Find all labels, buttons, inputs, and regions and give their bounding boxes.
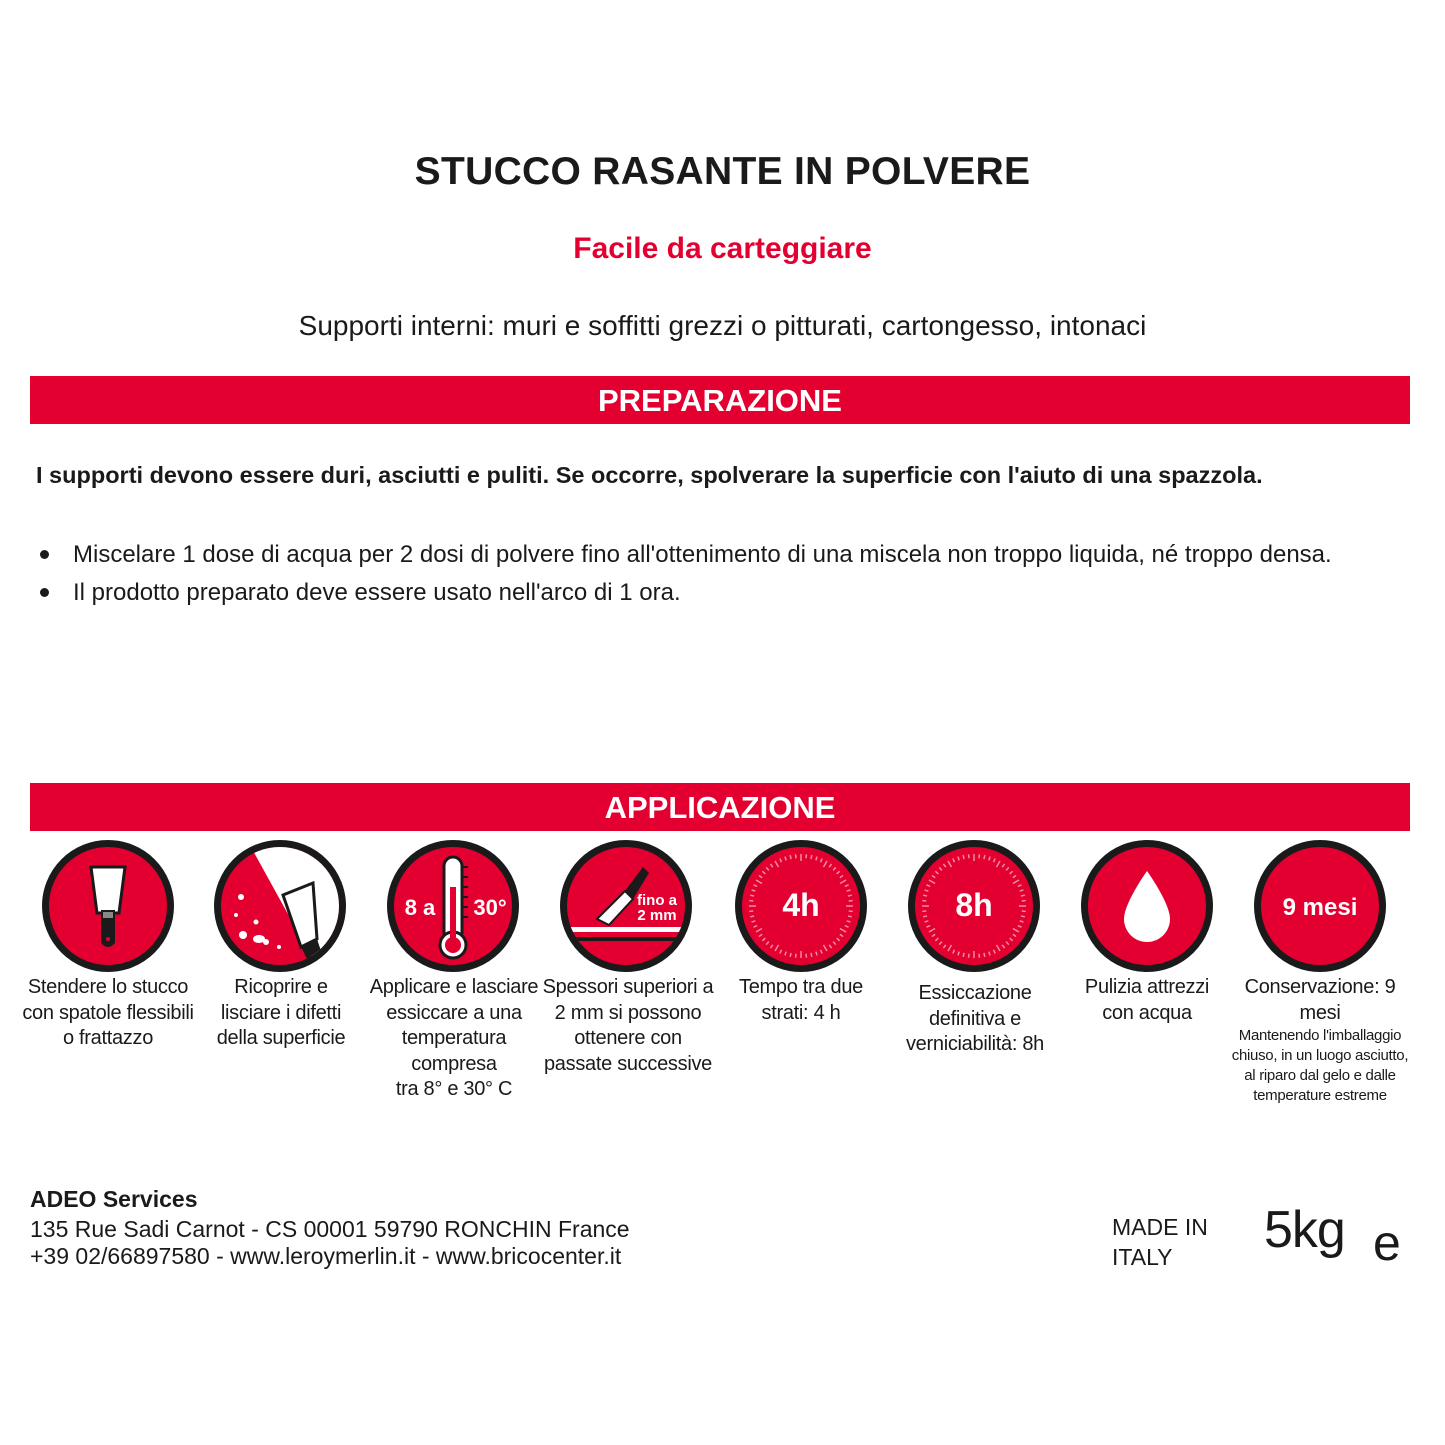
caption-line: Ricoprire e [234, 976, 328, 998]
step-caption [711, 975, 891, 1026]
thickness-label-line: 2 mm [637, 907, 677, 924]
clock-tick [840, 875, 843, 877]
clock-tick [824, 945, 828, 951]
clock-tick [939, 942, 942, 945]
caption-line: verniciabilità: 8h [905, 1033, 1044, 1055]
clock-tick [963, 953, 964, 957]
caption-line: Stendere lo stucco [27, 976, 189, 998]
caption-line: con acqua [1102, 1001, 1192, 1024]
preparation-heading: PREPARAZIONE [30, 376, 1410, 424]
clock-tick [762, 871, 765, 874]
caption-line: temperatura compresa [401, 1027, 507, 1075]
clock-tick [775, 861, 779, 867]
caption-line: della superficie [216, 1027, 346, 1049]
clock-tick [994, 950, 996, 954]
water-drop-icon [1081, 840, 1213, 972]
caption-line: Pulizia attrezzi [1084, 976, 1210, 998]
caption-small-line: temperature estreme [1253, 1087, 1387, 1104]
made-in-label [1112, 1212, 1232, 1272]
caption-line: definitiva e [928, 1007, 1021, 1030]
smoothing-defects-icon [214, 840, 346, 972]
clock-tick [953, 858, 955, 862]
clock-tick [759, 934, 762, 936]
address-line: 135 Rue Sadi Carnot - CS 00001 59790 RONCHIN France [30, 1216, 630, 1242]
preparation-intro: I supporti devono essere duri, asciutti e puliti. Se occorre, spolverare la superficie con l'aiuto di una spazzola. [36, 462, 1263, 488]
clock-tick [816, 952, 817, 956]
clock-tick [1013, 929, 1019, 933]
clock-tick [753, 926, 757, 928]
clock-tick [948, 861, 952, 867]
caption-line: Applicare e lasciare [369, 976, 539, 998]
clock-tick [1013, 880, 1019, 884]
clock-tick [1010, 871, 1013, 874]
step-caption [18, 975, 198, 1052]
clock-tick [1013, 875, 1016, 877]
clock-tick [766, 867, 769, 870]
bullet-text: Il prodotto preparato deve essere usato nell'arco di 1 ora. [73, 579, 681, 606]
made-in-line: ITALY [1112, 1244, 1173, 1270]
clock-tick [790, 953, 791, 957]
caption-line: Essiccazione [918, 982, 1032, 1004]
clock-tick [929, 880, 935, 884]
supports-description: Supporti interni: muri e soffitti grezzi o pitturati, cartongesso, intonaci [298, 310, 1147, 341]
clock-tick [780, 950, 782, 954]
clock-tick [1002, 864, 1004, 867]
layer-thickness-icon [560, 840, 692, 972]
clock-tick [1013, 934, 1016, 936]
contact-line: +39 02/66897580 - www.leroymerlin.it - www.bricocenter.it [30, 1243, 622, 1269]
clock-tick [994, 858, 996, 862]
clock-tick [943, 864, 945, 867]
clock-tick [1006, 942, 1009, 945]
estimated-sign-icon [1371, 1218, 1411, 1268]
made-in-line: MADE IN [1112, 1214, 1208, 1240]
clock-tick [780, 858, 782, 862]
clock-tick [829, 864, 831, 867]
clock-tick [948, 945, 952, 951]
clock-tick [845, 926, 849, 928]
storage-duration-label: 9 mesi [1282, 894, 1358, 921]
caption-line: con spatole flessibili [22, 1001, 194, 1024]
drying-time-label: 8h [955, 887, 993, 923]
clock-tick [837, 871, 840, 874]
clock-tick [1002, 945, 1004, 948]
bullet-item [36, 574, 1426, 612]
clock-tick [989, 857, 990, 861]
clock-tick [837, 938, 840, 941]
clock-tick [929, 929, 935, 933]
clock-tick [775, 945, 779, 951]
clock-tick [958, 952, 959, 956]
clock-tick [1018, 926, 1022, 928]
net-weight: 5kg [1264, 1201, 1345, 1259]
clock-tick [932, 875, 935, 877]
caption-small-line: Mantenendo l'imballaggio [1238, 1027, 1402, 1044]
clock-tick [833, 867, 836, 870]
clock-tick [756, 880, 762, 884]
step-caption [1228, 975, 1412, 1106]
clock-tick [762, 938, 765, 941]
clock-tick [811, 855, 812, 859]
caption-line: ottenere con [574, 1027, 682, 1049]
clock-tick [840, 929, 846, 933]
clock-tick [997, 861, 1001, 867]
caption-line: Conservazione: 9 mesi [1244, 976, 1396, 1024]
clock-tick [1006, 867, 1009, 870]
product-title: STUCCO RASANTE IN POLVERE [414, 150, 1031, 193]
clock-tick [824, 861, 828, 867]
clock-tick [984, 953, 985, 957]
clock-tick [840, 880, 846, 884]
caption-small-line: chiuso, in un luogo asciutto, [1231, 1047, 1409, 1064]
step-caption [1057, 975, 1237, 1026]
company-address [30, 1216, 630, 1270]
thermometer-min-label: 8 a [404, 895, 436, 920]
caption-line: strati: 4 h [761, 1001, 841, 1024]
clock-tick [756, 929, 762, 933]
putty-knife-icon [42, 840, 174, 972]
step-caption [538, 975, 718, 1077]
thickness-label-line: fino a [637, 892, 677, 909]
clock-icon [735, 840, 867, 972]
caption-line: Tempo tra due [739, 976, 863, 998]
clock-tick [935, 871, 938, 874]
clock-tick [759, 875, 762, 877]
caption-line: 2 mm si possono [554, 1001, 702, 1024]
product-subtitle: Facile da carteggiare [573, 232, 872, 265]
clock-tick [766, 942, 769, 945]
clock-tick [770, 945, 772, 948]
clock-tick [997, 945, 1001, 951]
caption-line: lisciare i difetti [220, 1001, 342, 1024]
clock-tick [989, 952, 990, 956]
thermometer-icon [387, 840, 519, 972]
storage-icon [1254, 840, 1386, 972]
thickness-label [629, 893, 685, 923]
clock-tick [943, 945, 945, 948]
clock-tick [840, 934, 843, 936]
caption-small-line: al riparo dal gelo e dalle [1244, 1067, 1396, 1084]
estimated-sign-text: e [1373, 1218, 1401, 1268]
clock-tick [926, 926, 930, 928]
clock-tick [770, 864, 772, 867]
clock-tick [833, 942, 836, 945]
clock-tick [821, 950, 823, 954]
clock-tick [785, 952, 786, 956]
thermometer-max-label: 30° [473, 895, 507, 920]
bullet-dot-icon [40, 588, 49, 597]
clock-tick [958, 857, 959, 861]
caption-line: essiccare a una [386, 1001, 522, 1024]
clock-tick [790, 855, 791, 859]
caption-line: o frattazzo [62, 1027, 154, 1049]
bullet-text: Miscelare 1 dose di acqua per 2 dosi di polvere fino all'ottenimento di una miscela non troppo liquida, né troppo densa. [73, 541, 1332, 568]
clock-tick [821, 858, 823, 862]
bullet-dot-icon [40, 550, 49, 559]
clock-tick [963, 855, 964, 859]
clock-tick [953, 950, 955, 954]
caption-line: tra 8° e 30° C [395, 1078, 513, 1100]
bullet-item [36, 536, 1426, 574]
caption-line: passate successive [543, 1052, 713, 1075]
clock-tick [932, 934, 935, 936]
preparation-bullets [36, 536, 1426, 612]
clock-tick [939, 867, 942, 870]
step-caption [885, 981, 1065, 1058]
caption-line: Spessori superiori a [542, 976, 714, 998]
application-heading: APPLICAZIONE [30, 783, 1410, 831]
clock-icon [908, 840, 1040, 972]
clock-tick [785, 857, 786, 861]
clock-tick [984, 855, 985, 859]
clock-tick [816, 857, 817, 861]
drying-time-label: 4h [782, 887, 820, 923]
company-name: ADEO Services [30, 1186, 198, 1212]
clock-tick [811, 953, 812, 957]
step-caption [364, 975, 544, 1103]
clock-tick [1010, 938, 1013, 941]
clock-tick [829, 945, 831, 948]
step-caption [191, 975, 371, 1052]
clock-tick [935, 938, 938, 941]
